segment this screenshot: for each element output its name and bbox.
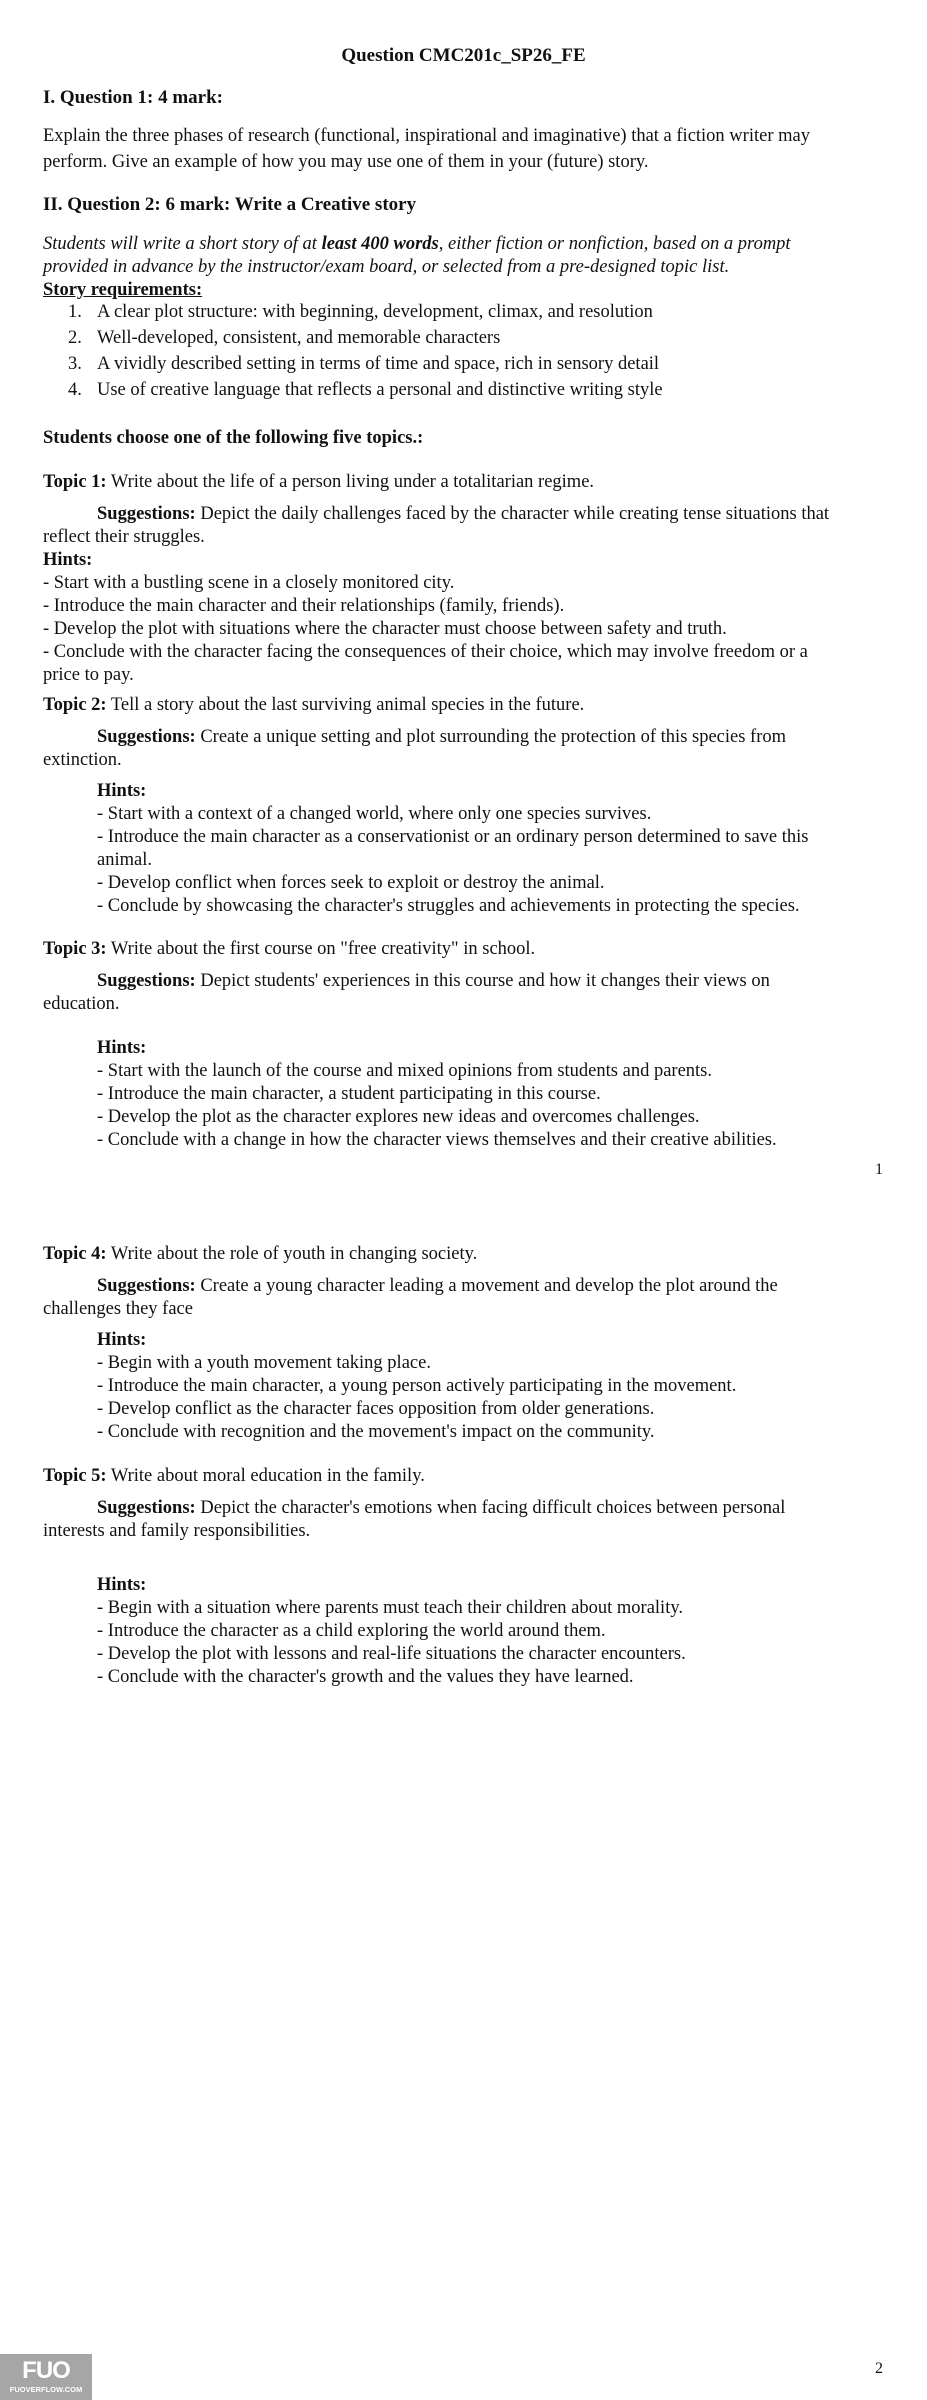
requirement-item: Well-developed, consistent, and memorable characters [97,328,501,348]
hint-line: - Start with a bustling scene in a closely monitored city. [43,573,455,593]
watermark-site: FUOVERFLOW.COM [9,2385,83,2394]
hint-line: price to pay. [43,665,134,685]
hint-line: - Begin with a youth movement taking place. [97,1353,431,1373]
hint-line: - Conclude with the character's growth and the values they have learned. [97,1667,634,1687]
watermark-mark: FUO [22,2357,70,2384]
topic-text: Write about the role of youth in changing society. [106,1244,478,1264]
topic-4-hints-label: Hints: [97,1330,147,1350]
word-count-emphasis: least 400 words [321,234,439,254]
topic-5-suggestions-continued: interests and family responsibilities. [43,1521,311,1541]
topic-2-title [43,694,584,717]
topic-4-title [43,1243,477,1266]
hint-line: - Begin with a situation where parents must teach their children about morality. [97,1598,684,1618]
topic-label: Topic 2: [43,695,107,715]
suggestions-label: Suggestions: [97,504,196,524]
topic-2-suggestions-continued: extinction. [43,750,122,770]
topic-label: Topic 5: [43,1466,107,1486]
topic-label: Topic 3: [43,939,107,959]
hint-line: - Develop the plot with situations where the character must choose between safety and truth. [43,619,727,639]
topic-text: Tell a story about the last surviving animal species in the future. [106,695,585,715]
suggestions-label: Suggestions: [97,971,196,991]
topic-label: Topic 4: [43,1244,107,1264]
topic-3-suggestions [97,970,770,993]
suggestions-text: Depict students' experiences in this course and how it changes their views on [195,971,770,991]
topic-2-suggestions [97,726,786,749]
hint-line: - Develop the plot with lessons and real-life situations the character encounters. [97,1644,686,1664]
fuoverflow-watermark-logo [0,2354,92,2400]
requirement-number: 3. [68,354,82,374]
requirement-number: 2. [68,328,82,348]
topic-4-suggestions-continued: challenges they face [43,1299,193,1319]
topic-4-suggestions [97,1275,778,1298]
hint-line: - Introduce the main character and their relationships (family, friends). [43,596,565,616]
topic-1-suggestions-continued: reflect their struggles. [43,527,205,547]
suggestions-text: Depict the character's emotions when facing difficult choices between personal [195,1498,786,1518]
question-1-heading: I. Question 1: 4 mark: [43,87,223,108]
topic-5-title [43,1465,425,1488]
topic-5-suggestions [97,1497,785,1520]
suggestions-label: Suggestions: [97,1276,196,1296]
suggestions-text: Create a unique setting and plot surrounding the protection of this species from [195,727,787,747]
topic-text: Write about moral education in the family. [106,1466,425,1486]
hint-line: - Conclude with recognition and the movement's impact on the community. [97,1422,655,1442]
hint-line: - Start with a context of a changed world, where only one species survives. [97,804,652,824]
hint-line: - Conclude by showcasing the character's struggles and achievements in protecting the species. [97,896,800,916]
hint-line: - Introduce the main character, a student participating in this course. [97,1084,601,1104]
hint-line: animal. [97,850,152,870]
hint-line: - Develop conflict when forces seek to exploit or destroy the animal. [97,873,605,893]
topic-3-suggestions-continued: education. [43,994,120,1014]
story-requirements-heading: Story requirements: [43,280,203,300]
hint-line: - Conclude with a change in how the character views themselves and their creative abilities. [97,1130,777,1150]
topic-2-hints-label: Hints: [97,781,147,801]
hint-line: - Introduce the main character as a conservationist or an ordinary person determined to save this [97,827,809,847]
question-2-intro-line [43,233,791,256]
requirement-item: A clear plot structure: with beginning, development, climax, and resolution [97,302,653,322]
question-2-intro-line: provided in advance by the instructor/exam board, or selected from a pre-designed topic list. [43,257,730,277]
topic-text: Write about the first course on "free creativity" in school. [106,939,536,959]
intro-text: Students will write a short story of at [43,234,322,254]
question-1-text-line: Explain the three phases of research (functional, inspirational and imaginative) that a fiction writer may [43,126,810,146]
topic-1-suggestions [97,503,829,526]
topic-3-title [43,938,535,961]
hint-line: - Introduce the character as a child exploring the world around them. [97,1621,606,1641]
requirement-number: 1. [68,302,82,322]
suggestions-label: Suggestions: [97,727,196,747]
choose-topic-heading: Students choose one of the following five topics.: [43,428,424,448]
hint-line: - Introduce the main character, a young person actively participating in the movement. [97,1376,737,1396]
question-1-text-line: perform. Give an example of how you may use one of them in your (future) story. [43,152,649,172]
page-title: Question CMC201c_SP26_FE [341,45,586,66]
hint-line: - Develop conflict as the character faces opposition from older generations. [97,1399,655,1419]
topic-5-hints-label: Hints: [97,1575,147,1595]
hint-line: - Develop the plot as the character explores new ideas and overcomes challenges. [97,1107,700,1127]
suggestions-text: Create a young character leading a movement and develop the plot around the [195,1276,778,1296]
requirement-number: 4. [68,380,82,400]
suggestions-label: Suggestions: [97,1498,196,1518]
topic-1-title [43,471,594,494]
requirement-item: Use of creative language that reflects a personal and distinctive writing style [97,380,663,400]
suggestions-text: Depict the daily challenges faced by the character while creating tense situations that [195,504,830,524]
question-2-heading: II. Question 2: 6 mark: Write a Creative story [43,194,417,215]
hint-line: - Conclude with the character facing the consequences of their choice, which may involve freedom or a [43,642,808,662]
intro-text: , either fiction or nonfiction, based on a prompt [438,234,791,254]
topic-text: Write about the life of a person living under a totalitarian regime. [106,472,595,492]
hint-line: - Start with the launch of the course and mixed opinions from students and parents. [97,1061,712,1081]
topic-1-hints-label: Hints: [43,550,93,570]
requirement-item: A vividly described setting in terms of time and space, rich in sensory detail [97,354,660,374]
page-number: 2 [875,2360,883,2377]
page-number: 1 [875,1161,883,1178]
topic-3-hints-label: Hints: [97,1038,147,1058]
topic-label: Topic 1: [43,472,107,492]
